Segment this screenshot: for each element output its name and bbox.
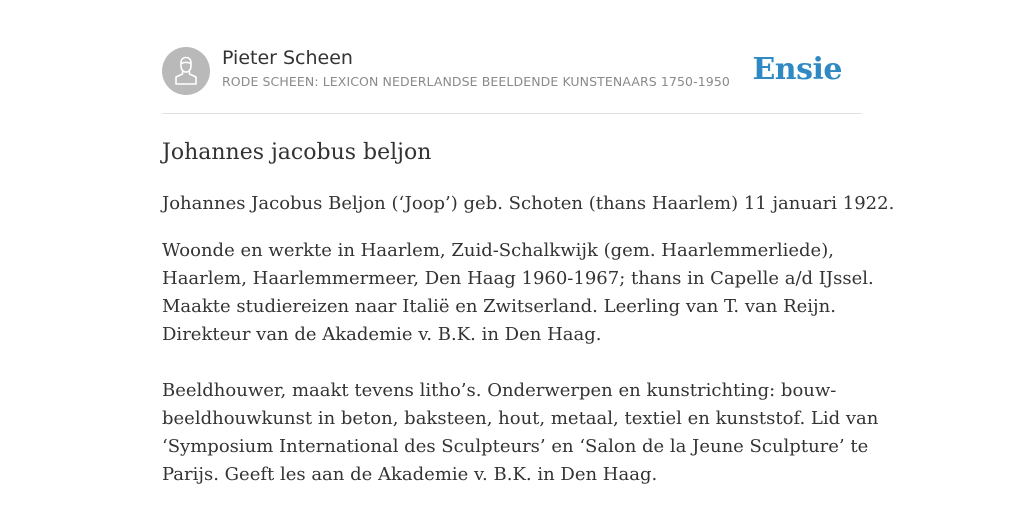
paragraph-line: Maakte studiereizen naar Italië en Zwitserland. Leerling van T. van Reijn. — [162, 296, 836, 317]
paragraph-line: Johannes Jacobus Beljon (‘Joop’) geb. Schoten (thans Haarlem) 11 januari 1922. — [162, 193, 895, 214]
paragraph-line: Parijs. Geeft les aan de Akademie v. B.K. in Den Haag. — [162, 464, 658, 485]
source-title[interactable]: RODE SCHEEN: LEXICON NEDERLANDSE BEELDENDE KUNSTENAARS 1750-1950 — [222, 74, 730, 89]
paragraph-line: Haarlem, Haarlemmermeer, Den Haag 1960-1967; thans in Capelle a/d IJssel. — [162, 268, 874, 289]
header-divider — [162, 113, 862, 114]
paragraph-line: ‘Symposium International des Sculpteurs’ en ‘Salon de la Jeune Sculpture’ te — [162, 436, 869, 457]
paragraph-line: Direkteur van de Akademie v. B.K. in Den Haag. — [162, 324, 602, 345]
paragraph-line: beeldhouwkunst in beton, baksteen, hout, metaal, textiel en kunststof. Lid van — [162, 408, 879, 429]
author-name[interactable]: Pieter Scheen — [222, 47, 353, 69]
paragraph-residence — [162, 237, 874, 349]
paragraph-spacer — [162, 368, 862, 377]
paragraph-birth — [162, 190, 895, 218]
article-header — [162, 46, 862, 96]
paragraph-line: Woonde en werkte in Haarlem, Zuid-Schalkwijk (gem. Haarlemmerliede), — [162, 240, 834, 261]
user-icon — [162, 47, 210, 95]
paragraph-work — [162, 377, 879, 489]
ensie-logo[interactable]: Ensie — [752, 52, 842, 87]
article-body — [162, 190, 895, 508]
article-title: Johannes jacobus beljon — [162, 140, 432, 165]
author-avatar[interactable] — [162, 47, 210, 95]
paragraph-line: Beeldhouwer, maakt tevens litho’s. Onderwerpen en kunstrichting: bouw- — [162, 380, 837, 401]
